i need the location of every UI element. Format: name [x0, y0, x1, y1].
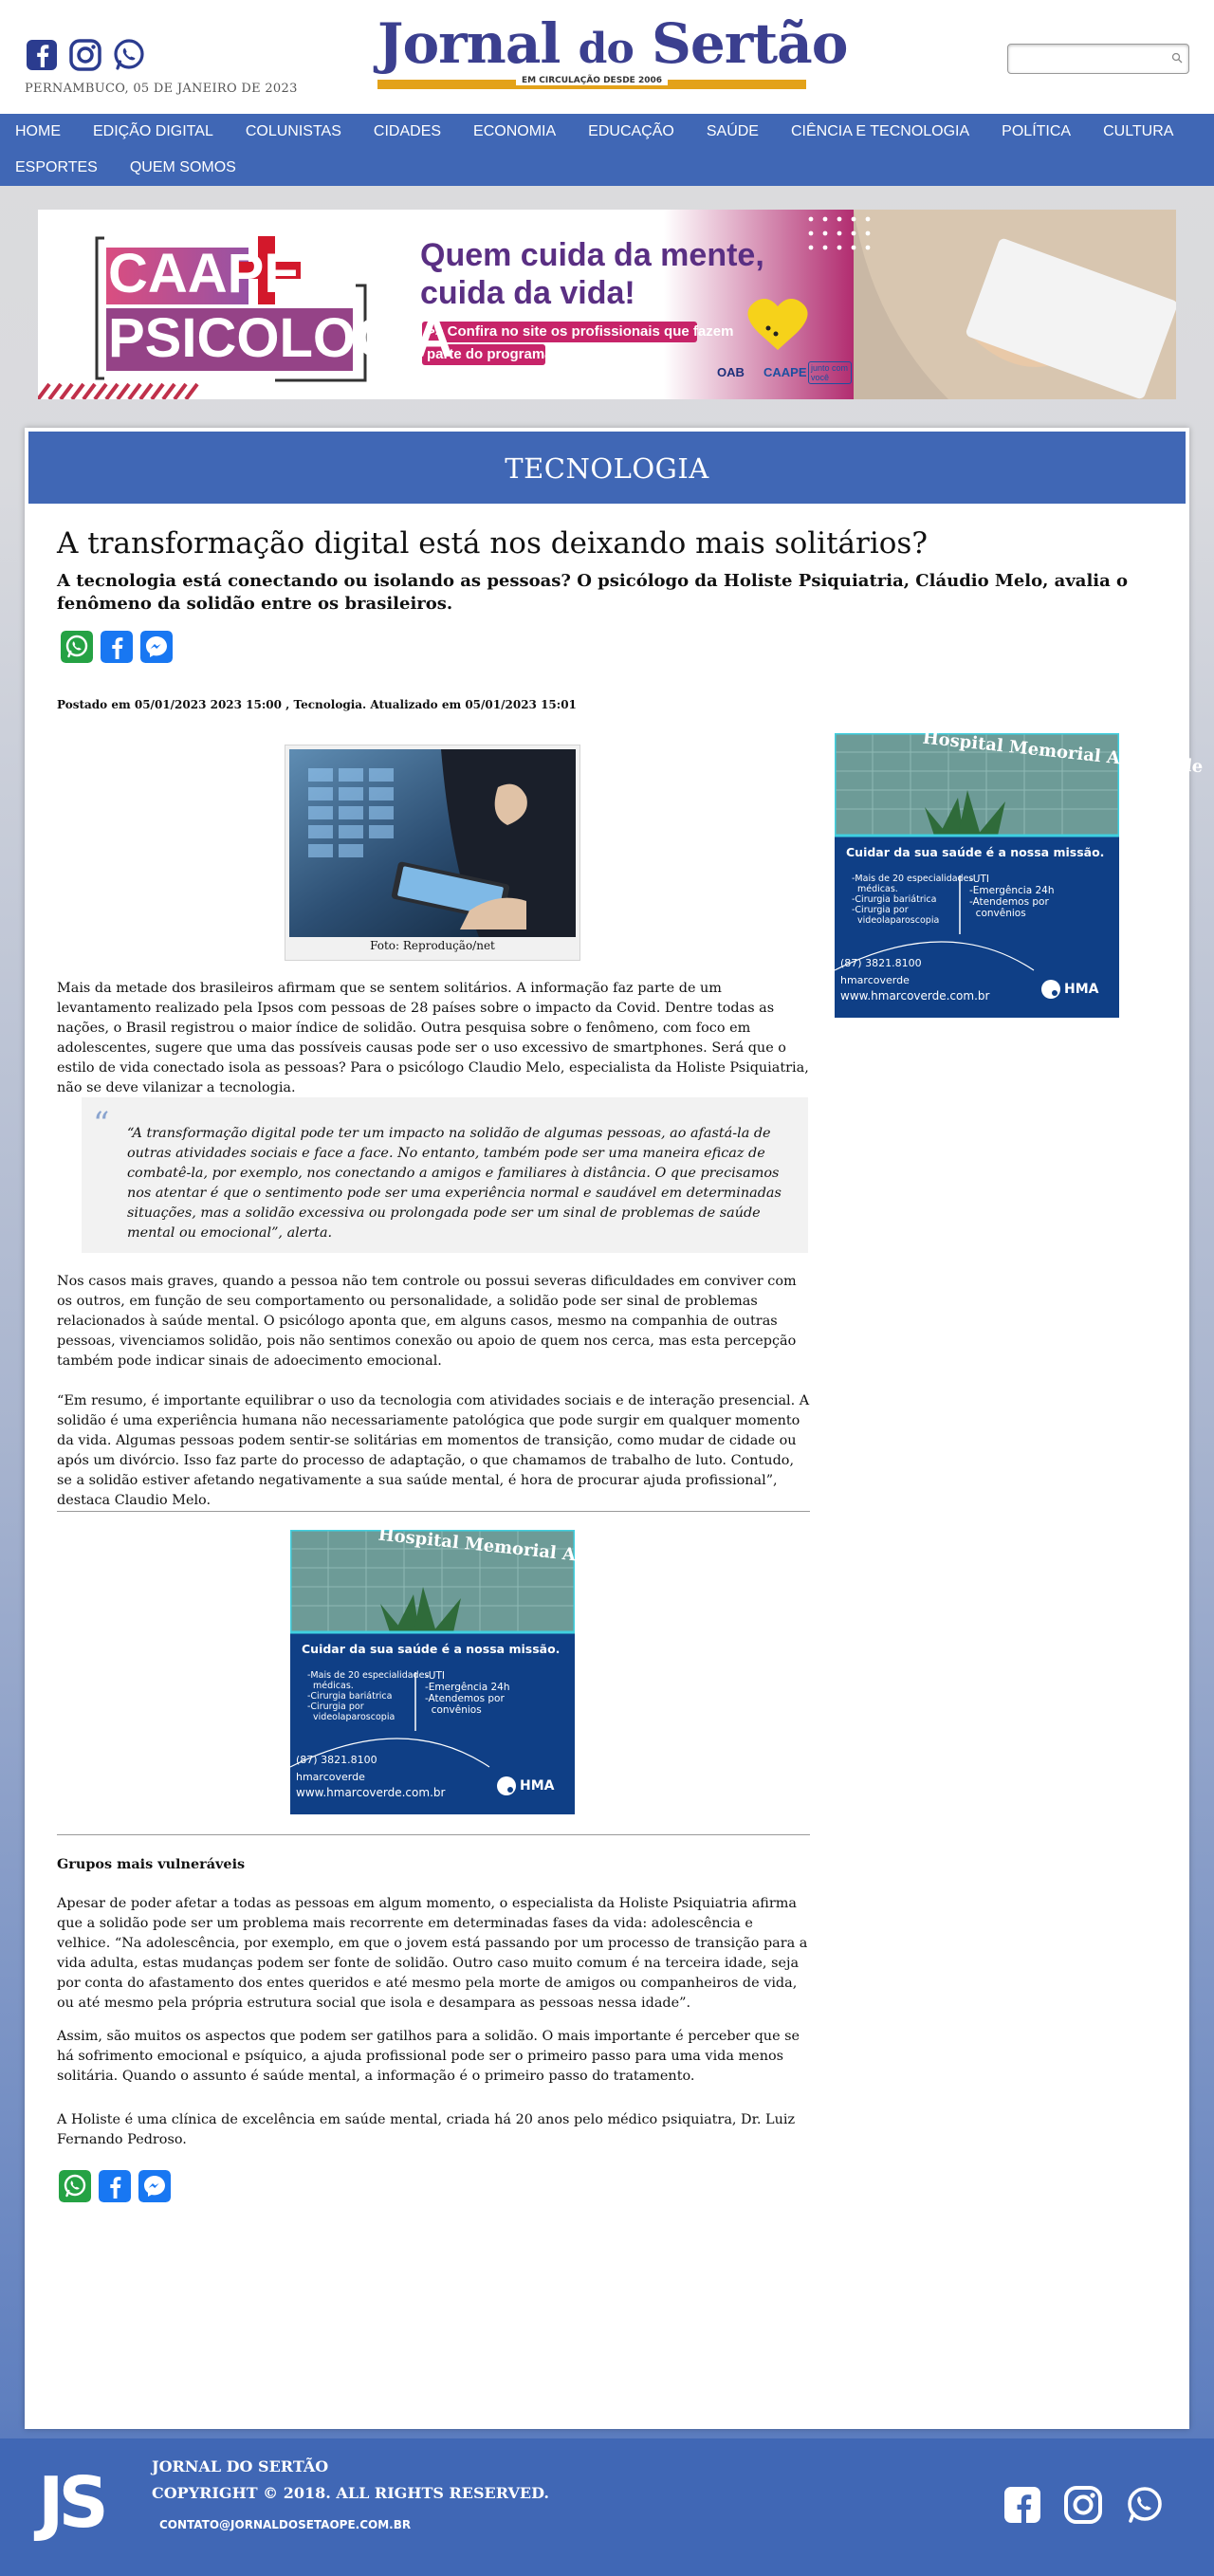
article-title: A transformação digital está nos deixando mais solitários?	[57, 526, 928, 561]
article-subtitle: A tecnologia está conectando ou isolando as pessoas? O psicólogo da Holiste Psiquiatria, Cláudio Melo, avalia o fenômeno da solidão entre os brasileiros.	[57, 571, 1129, 614]
facebook-icon[interactable]	[99, 2170, 131, 2202]
footer-logo[interactable]: JS	[38, 2462, 103, 2544]
paragraph-3: “Em resumo, é importante equilibrar o uso da tecnologia com atividades sociais e de interação presencial. A solidão é uma experiência humana não necessariamente patológica que pode surgir em qualquer momento da vida. Algumas pessoas podem sentir-se solitárias em momentos de transição, como mudar de cidade ou após um divórcio. Isso faz parte do processo de adaptação, o que chamamos de trabalho de luto. Contudo, se a solidão estiver afetando negativamente a sua saúde mental, é hora de procurar ajuda profissional”, destaca Claudio Melo.	[57, 1393, 810, 1508]
hospital-slogan: Cuidar da sua saúde é a nossa missão.	[302, 1642, 561, 1656]
hospital-brand: HMA	[1064, 982, 1099, 997]
nav-item-home[interactable]: HOME	[15, 123, 61, 139]
banner-headline-line1: Quem cuida da mente,	[420, 237, 764, 273]
hospital-phone: (87) 3821.8100	[296, 1754, 377, 1766]
hospital-site: www.hmarcoverde.com.br	[840, 989, 990, 1003]
hospital-brand: HMA	[520, 1778, 555, 1794]
footer-social-links	[1002, 2484, 1165, 2526]
whatsapp-icon[interactable]	[61, 631, 93, 663]
facebook-icon[interactable]	[101, 631, 133, 663]
hospital-right-list: -UTI -Emergência 24h -Atendemos por convênios	[969, 874, 1055, 919]
instagram-icon[interactable]	[1062, 2484, 1104, 2526]
nav-row-1	[0, 121, 1189, 142]
site-logo[interactable]	[377, 11, 848, 89]
article-image	[289, 749, 576, 937]
hospital-left-list: -Mais de 20 especialidades médicas. -Cirurgia bariátrica -Cirurgia por videolaparoscopia	[307, 1670, 430, 1722]
article-figure	[285, 745, 580, 961]
logo-wordmark: Jornal do Sertão	[377, 11, 848, 76]
footer-copyright: COPYRIGHT © 2018. ALL RIGHTS RESERVED.	[152, 2484, 549, 2502]
hospital-handle: hmarcoverde	[840, 974, 910, 986]
share-bar-top	[61, 631, 173, 663]
section-heading-grupos: Grupos mais vulneráveis	[57, 1856, 246, 1872]
nav-item-esportes[interactable]: ESPORTES	[15, 159, 98, 175]
share-bar-bottom	[59, 2170, 171, 2202]
facebook-icon[interactable]	[25, 38, 59, 72]
image-caption: Foto: Reprodução/net	[370, 939, 495, 952]
quote-text: “A transformação digital pode ter um impacto na solidão de algumas pessoas, ao afastá-la de outras atividades sociais e face a face. No entanto, também pode ser uma maneira eficaz de combatê-la, por exemplo, nos conectando a amigos e familiares à distância. O que precisamos nos atentar é que o sentimento pode ser uma experiência normal e saudável em determinadas situações, mas a solidão excessiva ou prolongada pode ser um sinal de problemas de saúde mental ou emocional”, alerta.	[127, 1126, 782, 1241]
header-social-links	[25, 38, 146, 72]
article-meta: Postado em 05/01/2023 2023 15:00 , Tecnologia. Atualizado em 05/01/2023 15:01	[57, 698, 577, 711]
paragraph-5: Assim, são muitos os aspectos que podem ser gatilhos para a solidão. O mais importante é perceber que se há sofrimento emocional e psíquico, a ajuda profissional pode ser o primeiro passo para uma vida menos solitária. Quando o assunto é saúde mental, a informação é o primeiro passo do tratamento.	[57, 2029, 800, 2084]
nav-item-ciencia-tecnologia[interactable]: CIÊNCIA E TECNOLOGIA	[790, 123, 970, 139]
hospital-right-list: -UTI -Emergência 24h -Atendemos por convênios	[425, 1670, 510, 1716]
search-icon[interactable]	[1171, 52, 1183, 64]
article-card	[25, 428, 1205, 2429]
footer-contact-email[interactable]: CONTATO@JORNALDOSETAOPE.COM.BR	[159, 2518, 412, 2531]
search-box	[1007, 44, 1189, 74]
hospital-slogan: Cuidar da sua saúde é a nossa missão.	[846, 845, 1105, 859]
paragraph-2: Nos casos mais graves, quando a pessoa não tem controle ou possui severas dificuldades em conviver com os outros, em função de seu comportamento ou personalidade, a solidão pode ser sinal de problemas relacionados à saúde mental. O psicólogo aponta que, em alguns casos, mesmo na companhia de outras pessoas, vivenciamos solidão, pois não sentimos conexão ou apoio de quem nos cerca, mas esta percepção também pode indicar sinais de adoecimento emocional.	[57, 1274, 797, 1369]
site-header	[0, 0, 1214, 114]
nav-item-cultura[interactable]: CULTURA	[1103, 123, 1174, 139]
banner-partner-oab: OAB	[717, 365, 745, 379]
logo-tagline: EM CIRCULAÇÃO DESDE 2006	[516, 76, 668, 85]
banner-brand-line1: CAAPE	[108, 243, 302, 304]
banner-cta-line2: parte do programa.	[427, 346, 557, 362]
nav-item-politica[interactable]: POLÍTICA	[1002, 123, 1072, 139]
nav-row-2	[0, 157, 252, 178]
logo-band	[377, 76, 806, 89]
site-footer	[0, 2438, 1214, 2576]
paragraph-6: A Holiste é uma clínica de excelência em saúde mental, criada há 20 anos pelo médico psiquiatra, Dr. Luiz Fernando Pedroso.	[57, 2112, 796, 2147]
hospital-sign: Hospital Memorial Arcoverde	[921, 727, 1205, 778]
banner-partner-tagline: junto com você	[808, 361, 852, 384]
banner-headline-line2: cuida da vida!	[420, 275, 635, 311]
nav-item-quem-somos[interactable]: QUEM SOMOS	[129, 159, 236, 175]
hospital-left-list: -Mais de 20 especialidades médicas. -Cirurgia bariátrica -Cirurgia por videolaparoscopia	[852, 874, 974, 926]
whatsapp-icon[interactable]	[1123, 2484, 1165, 2526]
paragraph-1: Mais da metade dos brasileiros afirmam que se sentem solitários. A informação faz parte de um levantamento realizado pela Ipsos com pessoas de 28 países sobre o impacto da Covid. Dentre todas as nações, o Brasil registrou o maior índice de solidão. Outra pesquisa sobre o fenômeno, com foco em adolescentes, sugere que uma das possíveis causas pode ser o uso excessivo de smartphones. Será que o estilo de vida conectado isola as pessoas? Para o psicólogo Claudio Melo, especialista da Holiste Psiquiatria, não se deve vilanizar a tecnologia.	[57, 981, 809, 1095]
pull-quote	[82, 1097, 808, 1253]
nav-item-economia[interactable]: ECONOMIA	[473, 123, 557, 139]
banner-cta-line1: >> Confira no site os profissionais que fazem	[427, 323, 734, 340]
date-line: PERNAMBUCO, 05 DE JANEIRO DE 2023	[25, 82, 298, 96]
messenger-icon[interactable]	[140, 631, 173, 663]
main-nav	[0, 114, 1214, 186]
nav-item-colunistas[interactable]: COLUNISTAS	[245, 123, 341, 139]
caape-banner-ad[interactable]	[38, 210, 1176, 399]
quote-mark-icon: “	[93, 1105, 110, 1143]
nav-item-cidades[interactable]: CIDADES	[373, 123, 442, 139]
search-input[interactable]	[1012, 46, 1168, 73]
hospital-site: www.hmarcoverde.com.br	[296, 1786, 446, 1799]
nav-item-saude[interactable]: SAÚDE	[706, 123, 759, 139]
hospital-phone: (87) 3821.8100	[840, 957, 922, 969]
paragraph-4: Apesar de poder afetar a todas as pessoas em algum momento, o especialista da Holiste Psiquiatria afirma que a solidão pode ser um problema mais recorrente em determinadas fases da vida: adolescência e velhice. “Na adolescência, por exemplo, em que o jovem está passando por um processo de transição para a vida adulta, estas mudanças podem ser fonte de solidão. Outro caso muito comum é na terceira idade, seja por conta do afastamento dos entes queridos e até mesmo pela morte de amigos ou companheiros de vida, ou até mesmo pela própria estrutura social que isola e desampara as pessoas nessa idade”.	[57, 1896, 808, 2011]
hospital-handle: hmarcoverde	[296, 1771, 365, 1783]
facebook-icon[interactable]	[1002, 2484, 1043, 2526]
hospital-ad-inline[interactable]	[290, 1524, 660, 1814]
messenger-icon[interactable]	[138, 2170, 171, 2202]
section-title: TECNOLOGIA	[505, 452, 709, 485]
hospital-sign: Hospital Memorial Arcoverde	[377, 1524, 660, 1574]
nav-item-educacao[interactable]: EDUCAÇÃO	[588, 123, 674, 139]
footer-site-name: JORNAL DO SERTÃO	[152, 2457, 329, 2475]
hospital-ad-sidebar[interactable]	[835, 727, 1205, 1018]
section-header	[28, 432, 1186, 504]
divider	[57, 1511, 810, 1512]
banner-brand-line2: PSICOLOGIA	[108, 307, 454, 369]
divider	[57, 1834, 810, 1835]
whatsapp-icon[interactable]	[59, 2170, 91, 2202]
instagram-icon[interactable]	[68, 38, 102, 72]
banner-partner-caape: CAAPE	[763, 365, 807, 379]
nav-item-edicao-digital[interactable]: EDIÇÃO DIGITAL	[93, 123, 213, 139]
whatsapp-icon[interactable]	[112, 38, 146, 72]
